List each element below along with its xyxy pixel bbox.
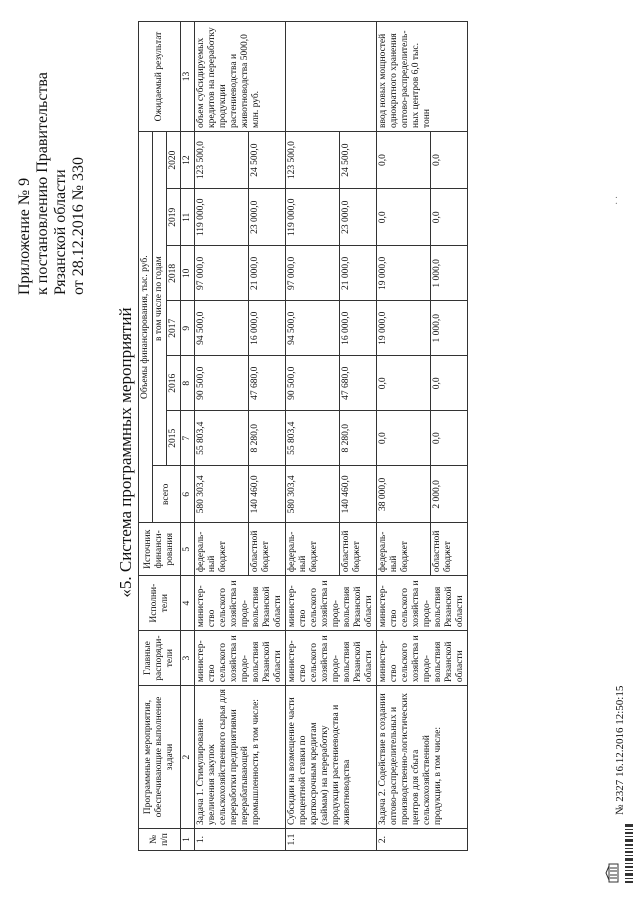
executor-cell: министер-ство сельского хозяйства и продо-вольствия Рязанской области [377,576,468,631]
total-cell: 38 000,0 [377,466,431,523]
col-managers-header: Главные распоряди-тели [139,631,181,686]
column-numbers-row [181,22,195,851]
col-executors-header: Исполни-тели [139,576,181,631]
column-number: 7 [181,411,195,466]
column-number: 3 [181,631,195,686]
year-value-cell: 0,0 [377,189,431,246]
year-value-cell: 1 000,0 [430,246,467,301]
source-cell: федераль-ный бюджет [195,523,249,576]
appendix-date-line: от 28.12.2016 № 330 [70,156,87,295]
source-cell: федераль-ный бюджет [377,523,431,576]
year-header: 2015 [167,411,181,466]
event-cell: Субсидии на возмещение части процентной ставки по краткосрочным кредитам (займам) на переработку продукции растениеводства и животноводства [286,686,377,829]
year-value-cell: 55 803,4 [286,411,340,466]
event-cell: Задача 1. Стимулирование увеличения закупок сельскохозяйственного сырья для переработки предприятиями перерабатывающей промышленности, в том числе: [195,686,286,829]
year-value-cell: 0,0 [430,189,467,246]
total-cell: 140 460,0 [248,466,285,523]
year-value-cell: 97 000,0 [195,246,249,301]
year-value-cell: 47 680,0 [339,356,376,411]
source-cell: областной бюджет [430,523,467,576]
total-cell: 580 303,4 [195,466,249,523]
row-number: 2. [377,829,468,851]
total-cell: 580 303,4 [286,466,340,523]
source-cell: федераль-ный бюджет [286,523,340,576]
source-cell: областной бюджет [248,523,285,576]
column-number: 12 [181,132,195,189]
table-row [286,22,340,851]
result-cell: ввод новых мощностей однократного хранения оптово-распределитель-ных центров 6,0 тыс. тонн [377,22,468,132]
year-header: 2017 [167,301,181,356]
year-value-cell: 24 500,0 [339,132,376,189]
appendix-region-line: Рязанской области [52,169,69,295]
year-value-cell: 19 000,0 [377,246,431,301]
row-number: 1.1 [286,829,377,851]
year-value-cell: 1 000,0 [430,301,467,356]
col-by-years-header: в том числе по годам [153,132,167,466]
column-number: 4 [181,576,195,631]
col-event-header: Программные мероприятия, обеспечивающие выполнение задачи [139,686,181,829]
manager-cell: министер-ство сельского хозяйства и продо-вольствия Рязанской области [377,631,468,686]
appendix-decree-line: к постановлению Правительства [34,72,51,295]
year-value-cell: 90 500,0 [286,356,340,411]
year-header: 2016 [167,356,181,411]
column-number: 8 [181,356,195,411]
total-cell: 140 460,0 [339,466,376,523]
year-value-cell: 47 680,0 [248,356,285,411]
year-value-cell: 94 500,0 [286,301,340,356]
col-volumes-header: Объемы финансирования, тыс. руб. [139,132,153,523]
year-value-cell: 123 500,0 [286,132,340,189]
year-value-cell: 90 500,0 [195,356,249,411]
year-value-cell: 0,0 [377,356,431,411]
barcode-icon [620,823,638,883]
year-value-cell: 23 000,0 [339,189,376,246]
column-number: 2 [181,686,195,829]
total-cell: 2 000,0 [430,466,467,523]
col-result-header: Ожидаемый результат [139,22,181,132]
col-total-header: всего [153,466,181,523]
appendix-header [16,5,88,295]
year-value-cell: 55 803,4 [195,411,249,466]
year-header: 2020 [167,132,181,189]
result-cell: объем субсидируемых кредитов на переработку продукции растениеводства и животноводства 5000,0 млн. руб. [195,22,286,132]
year-value-cell: 0,0 [377,132,431,189]
column-number: 10 [181,246,195,301]
year-value-cell: 119 000,0 [195,189,249,246]
year-header: 2018 [167,246,181,301]
year-value-cell: 0,0 [430,132,467,189]
year-value-cell: 24 500,0 [248,132,285,189]
column-number: 11 [181,189,195,246]
column-number: 5 [181,523,195,576]
manager-cell: министер-ство сельского хозяйства и продо-вольствия Рязанской области [195,631,286,686]
col-source-header: Источник финанси-рования [139,523,181,576]
executor-cell: министер-ство сельского хозяйства и продо-вольствия Рязанской области [195,576,286,631]
year-value-cell: 8 280,0 [339,411,376,466]
scan-specks: · · [612,195,623,205]
year-value-cell: 0,0 [377,411,431,466]
column-number: 6 [181,466,195,523]
year-value-cell: 94 500,0 [195,301,249,356]
year-value-cell: 8 280,0 [248,411,285,466]
year-value-cell: 16 000,0 [339,301,376,356]
year-value-cell: 16 000,0 [248,301,285,356]
program-events-table [138,21,468,851]
year-value-cell: 21 000,0 [339,246,376,301]
year-value-cell: 97 000,0 [286,246,340,301]
year-value-cell: 23 000,0 [248,189,285,246]
column-number: 9 [181,301,195,356]
year-value-cell: 119 000,0 [286,189,340,246]
section-title: «5. Система программных мероприятий [116,307,135,598]
event-cell: Задача 2. Содействие в создании оптово-распределительных и производственно-логистических центров для сбыта сельскохозяйственной продукции, в том числе: [377,686,468,829]
row-number: 1. [195,829,286,851]
year-value-cell: 21 000,0 [248,246,285,301]
year-value-cell: 19 000,0 [377,301,431,356]
table-row [195,22,249,851]
year-header: 2019 [167,189,181,246]
year-value-cell: 0,0 [430,411,467,466]
col-num-header: № п/п [139,829,181,851]
column-number: 1 [181,829,195,851]
appendix-number: Приложение № 9 [16,177,33,295]
result-cell [286,22,377,132]
executor-cell: министер-ство сельского хозяйства и продо-вольствия Рязанской области [286,576,377,631]
year-value-cell: 0,0 [430,356,467,411]
manager-cell: министер-ство сельского хозяйства и продо-вольствия Рязанской области [286,631,377,686]
table-row [377,22,431,851]
column-number: 13 [181,22,195,132]
registration-stamp: № 2327 16.12.2016 12:50:15 [614,685,626,815]
source-cell: областной бюджет [339,523,376,576]
year-value-cell: 123 500,0 [195,132,249,189]
